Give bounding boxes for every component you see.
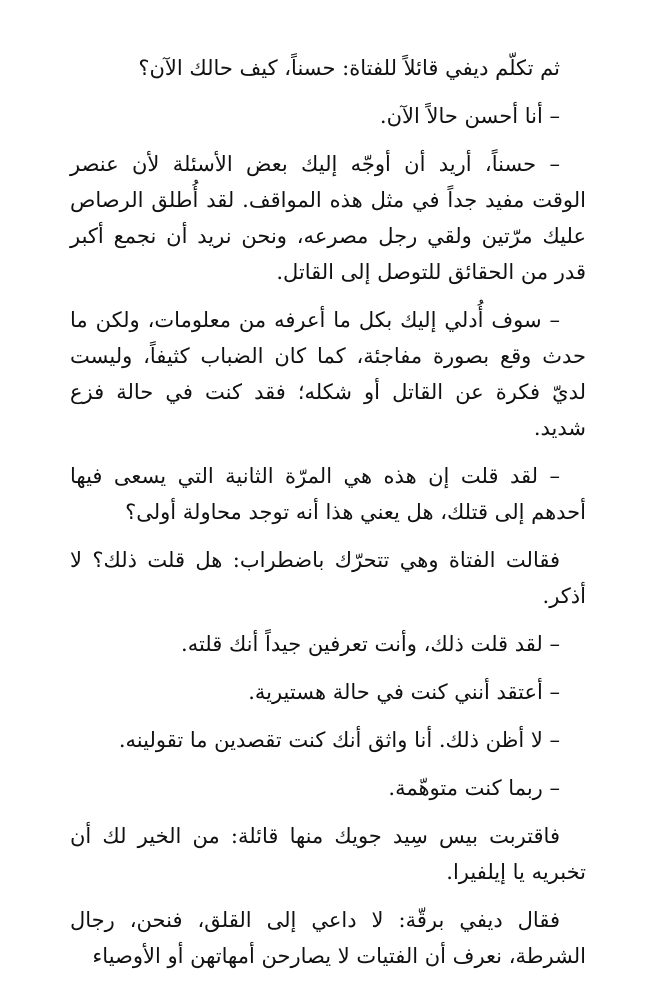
paragraph-11: فاقتربت بيس سِيد جويك منها قائلة: من الخير لك أن تخبريه يا إيلفيرا.	[70, 824, 586, 884]
paragraph-3: – حسناً، أريد أن أوجّه إليك بعض الأسئلة لأن عنصر الوقت مفيد جداً في مثل هذه المواقف. لقد أُطلق الرصاص عليك مرّتين ولقي رجل مصرعه، ونحن نريد أن نجمع أكبر قدر من الحقائق للتوصل إلى القاتل.	[70, 152, 586, 284]
paragraph-7: – لقد قلت ذلك، وأنت تعرفين جيداً أنك قلته.	[181, 632, 560, 656]
paragraph-9: – لا أظن ذلك. أنا واثق أنك كنت تقصدين ما تقولينه.	[118, 728, 560, 752]
paragraph-8: – أعتقد أنني كنت في حالة هستيرية.	[248, 680, 560, 704]
paragraph-10: – ربما كنت متوهّمة.	[388, 776, 560, 800]
paragraph-4: – سوف أُدلي إليك بكل ما أعرفه من معلومات، ولكن ما حدث وقع بصورة مفاجئة، كما كان الضباب كثيفاً، وليست لديّ فكرة عن القاتل أو شكله؛ فقد كنت في حالة فزع شديد.	[70, 308, 586, 440]
paragraph-5: – لقد قلت إن هذه هي المرّة الثانية التي يسعى فيها أحدهم إلى قتلك، هل يعني هذا أنه توجد محاولة أولى؟	[70, 464, 586, 524]
paragraph-2: – أنا أحسن حالاً الآن.	[379, 104, 560, 128]
book-page	[70, 50, 586, 986]
paragraph-1: ثم تكلّم ديفي قائلاً للفتاة: حسناً، كيف حالك الآن؟	[138, 56, 560, 80]
paragraph-6: فقالت الفتاة وهي تتحرّك باضطراب: هل قلت ذلك؟ لا أذكر.	[70, 548, 586, 608]
paragraph-12: فقال ديفي برقّة: لا داعي إلى القلق، فنحن، رجال الشرطة، نعرف أن الفتيات لا يصارحن أمهاتهن أو الأوصياء	[70, 908, 586, 968]
